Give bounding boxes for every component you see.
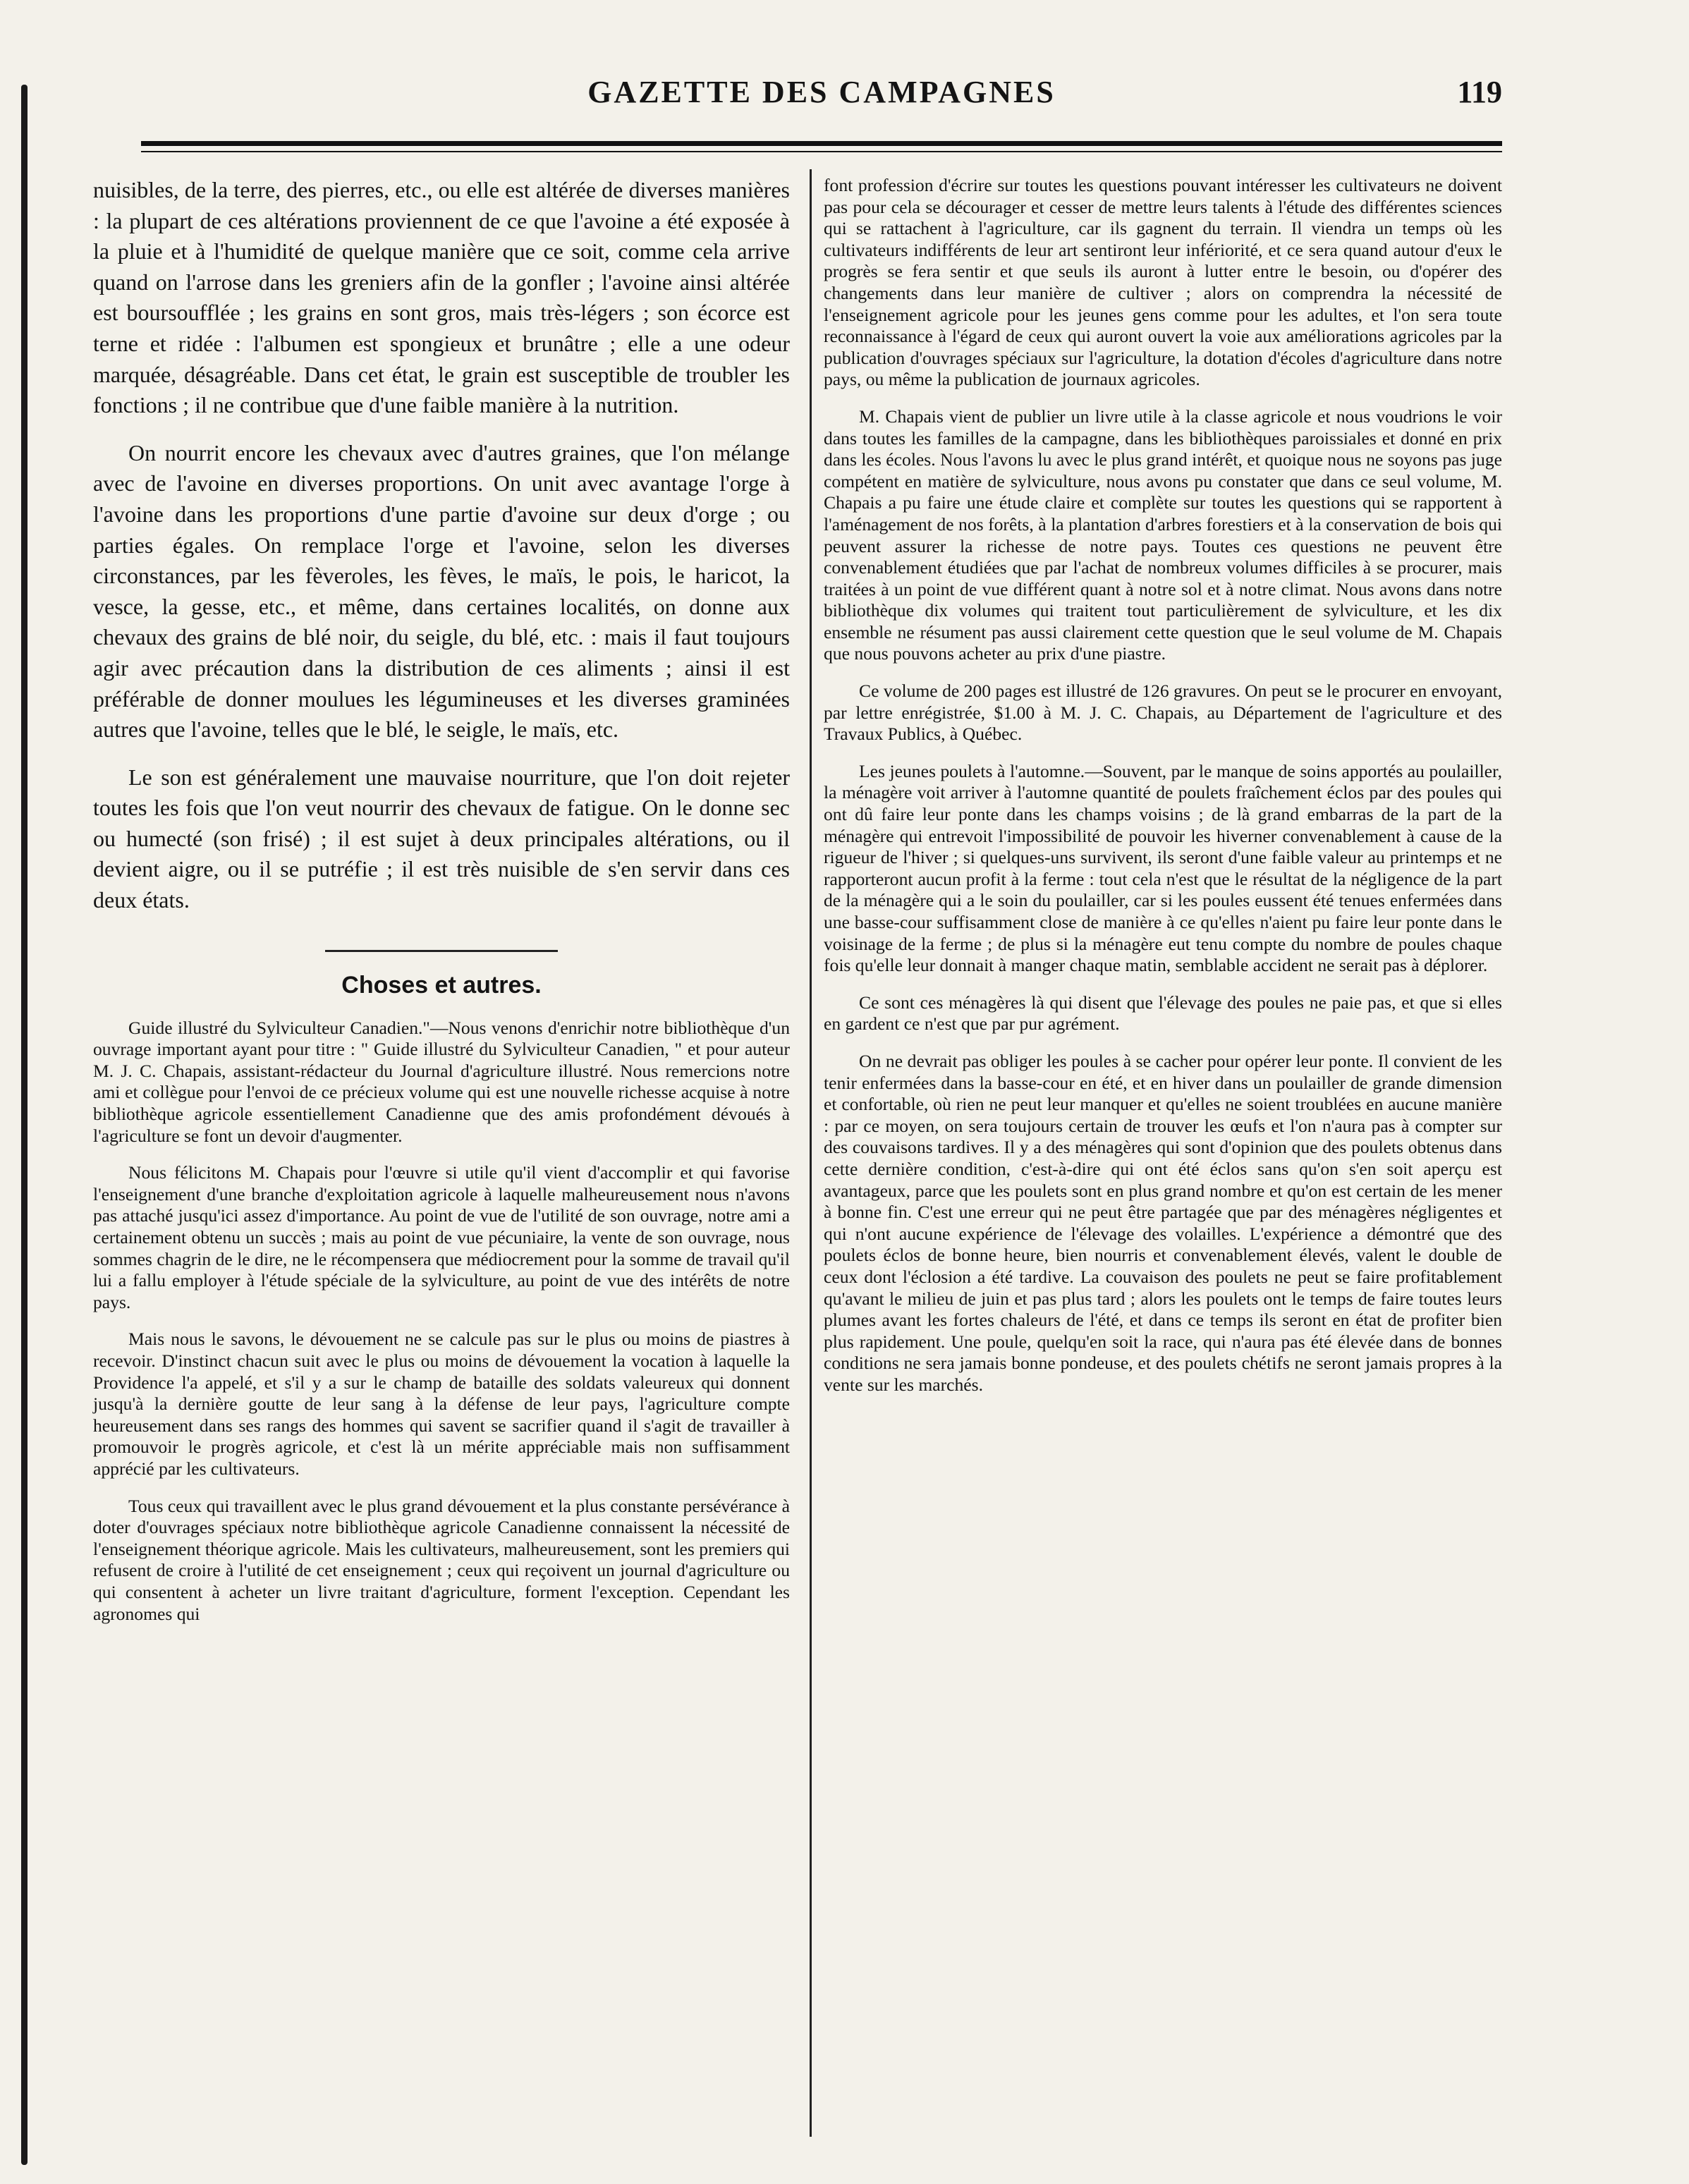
column-divider	[810, 169, 812, 2137]
paragraph: Le son est généralement une mauvaise nourriture, que l'on doit rejeter toutes les fois que l'on veut nourrir des chevaux de fatigue. On le donne sec ou humecté (son frisé) ; il est sujet à deux principales altérations, ou il devient aigre, ou il se putréfie ; il est très nuisible de s'en servir dans ces deux états.	[93, 764, 790, 913]
paragraph: Les jeunes poulets à l'automne.—Souvent, par le manque de soins apportés au poulailler, la ménagère voit arriver à l'automne quantité de poulets fraîchement éclos par des poules qui ont dû faire leur ponte dans les champs voisins ; de là grand embarras de la part de la ménagère qui entrevoit l'impossibilité de pouvoir les hiverner convenablement à cause de la rigueur de l'hiver ; si quelques-uns survivent, ils seront d'une faible valeur au printemps et ne rapporteront aucun profit à la ferme : tout cela n'est que le résultat de la négligence de la part de la ménagère qui a le soin du poulailler, car si les poules eussent été tenues enfermées dans une basse-cour suffisamment close de manière à ce qu'elles n'aient pu faire leur ponte dans le voisinage de la ferme ; de plus si la ménagère eut tenu compte du nombre de poules chaque fois qu'elle leur donnait à manger chaque matin, semblable accident ne serait pas à déplorer.	[824, 760, 1502, 976]
paragraph: Tous ceux qui travaillent avec le plus grand dévouement et la plus constante persévérance à doter d'ouvrages spéciaux notre bibliothèque agricole Canadienne connaissent la nécessité de l'enseignement théorique agricole. Mais les cultivateurs, malheureusement, sont les premiers qui refusent de croire à l'utilité de cet enseignement ; ceux qui reçoivent un journal d'agriculture ou qui consentent à acheter un livre traitant d'agriculture, forment l'exception. Cependant les agronomes qui	[93, 1495, 790, 1624]
paragraph: On nourrit encore les chevaux avec d'autres graines, que l'on mélange avec de l'avoine en diverses proportions. On unit avec avantage l'orge à l'avoine dans les proportions d'une partie d'avoine sur deux d'orge ; ou parties égales. On remplace l'orge et l'avoine, selon les diverses circonstances, par les fèveroles, les fèves, le maïs, le pois, le haricot, la vesce, la gesse, etc., et même, dans certaines localités, on donne aux chevaux des grains de blé noir, du seigle, du blé, etc. : mais il faut toujours agir avec précaution dans la distribution de ces aliments ; ainsi il est préférable de donner moulues les légumineuses et les diverses graminées autres que l'avoine, telles que le blé, le seigle, le maïs, etc.	[93, 439, 790, 743]
paragraph: M. Chapais vient de publier un livre utile à la classe agricole et nous voudrions le voir dans toutes les familles de la campagne, dans les bibliothèques paroissiales et donné en prix dans les écoles. Nous l'avons lu avec le plus grand intérêt, et quoique nous ne soyons pas juge compétent en matière de sylviculture, nous avons pu constater que dans ce seul volume, M. Chapais a pu faire une étude claire et complète sur toutes les questions qui se rapportent à l'aménagement de nos forêts, à la plantation d'arbres forestiers et à la conservation de bois qui peuvent assurer la richesse de notre pays. Toutes ces questions ne peuvent être convenablement étudiées que par l'achat de nombreux volumes difficiles à se procurer, mais traitées à un point de vue différent quant à notre sol et à notre climat. Nous avons dans notre bibliothèque dix volumes qui traitent tout particulièrement de sylviculture, et les dix ensemble ne résument pas aussi clairement cette question que le seul volume de M. Chapais que nous pouvons acheter au prix d'une piastre.	[824, 405, 1502, 664]
paragraph: On ne devrait pas obliger les poules à se cacher pour opérer leur ponte. Il convient de les tenir enfermées dans la basse-cour en été, et en hiver dans un poulailler de grande dimension et confortable, où rien ne peut leur manquer et qu'elles ne soient troublées en aucune manière : par ce moyen, on sera toujours certain de trouver les œufs et l'on n'aura pas à compter sur des couvaisons tardives. Il y a des ménagères qui sont d'opinion que des poulets obtenus dans cette dernière condition, c'est-à-dire qui ont été éclos sans qu'on s'en soit aperçu est avantageux, parce que les poulets sont en plus grand nombre et qu'on est certain de les mener à bonne fin. C'est une erreur qui ne peut être partagée que par des ménagères négligentes et qui n'ont aucune expérience de l'élevage des volailles. L'expérience a démontré que des poulets éclos de bonne heure, bien nourris et convenablement élevés, valent le double de ceux dont l'éclosion a été tardive. La couvaison des poulets ne peut se faire profitablement qu'avant le milieu de juin et pas plus tard ; alors les poulets ont le temps de faire toutes leurs plumes avant les fortes chaleurs de l'été, et dans ce temps ils seront en état de profiter bien plus rapidement. Une poule, quelqu'en soit la race, qui n'aura pas été élevée dans de bonnes conditions ne sera jamais bonne pondeuse, et des poulets chétifs ne seront jamais propres à la vente sur les marchés.	[824, 1050, 1502, 1395]
header-rule-thin	[141, 151, 1502, 152]
right-column	[824, 175, 1502, 1396]
header-rule-thick	[141, 141, 1502, 146]
paragraph: font profession d'écrire sur toutes les questions pouvant intéresser les cultivateurs ne doivent pas pour cela se décourager et cesser de mettre leurs talents à l'étude des différentes sciences qui se rattachent à l'agriculture, car ils gagnent du terrain. Il viendra un temps où les cultivateurs indifférents de leur art sentiront leur infériorité, et ce sera quand autour d'eux le progrès se fera sentir et que seuls ils auront à lutter entre le besoin, ou d'opérer des changements dans leur manière de cultiver ; alors on comprendra la nécessité de l'enseignement agricole pour les jeunes gens comme pour les adultes, et l'on sera toute reconnaissance à l'égard de ceux qui auront ouvert la voie aux améliorations agricoles par la publication d'ouvrages spéciaux sur l'agriculture, la dotation d'écoles d'agriculture dans notre pays, ou même la publication de journaux agricoles.	[824, 175, 1502, 390]
section-title: Choses et autres.	[341, 971, 542, 999]
horse-feed-article	[93, 175, 790, 916]
paragraph: Ce sont ces ménagères là qui disent que l'élevage des poules ne paie pas, et que si elles en gardent ce n'est que par pur agrément.	[824, 992, 1502, 1035]
binding-edge	[21, 85, 28, 2165]
section-rule	[325, 950, 558, 952]
left-column	[93, 175, 790, 1625]
page-number: 119	[1457, 75, 1502, 109]
page-header	[141, 74, 1502, 116]
paragraph: Nous félicitons M. Chapais pour l'œuvre si utile qu'il vient d'accomplir et qui favorise l'enseignement d'une branche d'exploitation agricole à laquelle malheureusement nous n'avons pas attaché jusqu'ici assez d'importance. Au point de vue de l'utilité de son ouvrage, notre ami a certainement obtenu un succès ; mais au point de vue pécuniaire, la vente de son ouvrage, nous sommes chagrin de le dire, ne le récompensera que médiocrement pour la somme de travail qu'il lui a fallu employer à l'étude spéciale de la sylviculture, au point de vue des intérêts de notre pays.	[93, 1162, 790, 1312]
paragraph: Mais nous le savons, le dévouement ne se calcule pas sur le plus ou moins de piastres à recevoir. D'instinct chacun suit avec le plus ou moins de dévouement la vocation à laquelle la Providence l'a appelé, et s'il y a sur le champ de bataille des soldats valeureux qui donnent jusqu'à la dernière goutte de leur sang à la défense de leur pays, l'agriculture compte heureusement dans ses rangs des hommes qui savent se sacrifier quand il s'agit de travailler à promouvoir le progrès agricole, et c'est là un mérite appréciable mais non suffisamment apprécié par les cultivateurs.	[93, 1329, 790, 1479]
running-title: GAZETTE DES CAMPAGNES	[587, 75, 1056, 109]
paragraph: Ce volume de 200 pages est illustré de 126 gravures. On peut se le procurer en envoyant, par lettre enrégistrée, $1.00 à M. J. C. Chapais, au Département de l'agriculture et des Travaux Publics, à Québec.	[824, 681, 1502, 745]
paragraph: nuisibles, de la terre, des pierres, etc., ou elle est altérée de diverses manières : la plupart de ces altérations proviennent de ce que l'avoine a été exposée à la pluie et à l'humidité de quelque manière que ce soit, comme cela arrive quand on l'arrose dans les greniers afin de la gonfler ; l'avoine ainsi altérée est boursoufflée ; les grains en sont gros, mais très-légers ; son écorce est terne et ridée : l'albumen est spongieux et brunâtre ; elle a une odeur marquée, désagréable. Dans cet état, le grain est susceptible de troubler les fonctions ; il ne contribue que d'une faible manière à la nutrition.	[93, 177, 790, 418]
choses-et-autres-section	[93, 1018, 790, 1625]
paragraph: Guide illustré du Sylviculteur Canadien."—Nous venons d'enrichir notre bibliothèque d'un ouvrage important ayant pour titre : " Guide illustré du Sylviculteur Canadien, " et pour auteur M. J. C. Chapais, assistant-rédacteur du Journal d'agriculture illustré. Nous remercions notre ami et collègue pour l'envoi de ce précieux volume qui est une nouvelle richesse acquise à notre bibliothèque agricole essentiellement Canadienne que des amis profondément dévoués à l'agriculture se font un devoir d'augmenter.	[93, 1017, 790, 1146]
